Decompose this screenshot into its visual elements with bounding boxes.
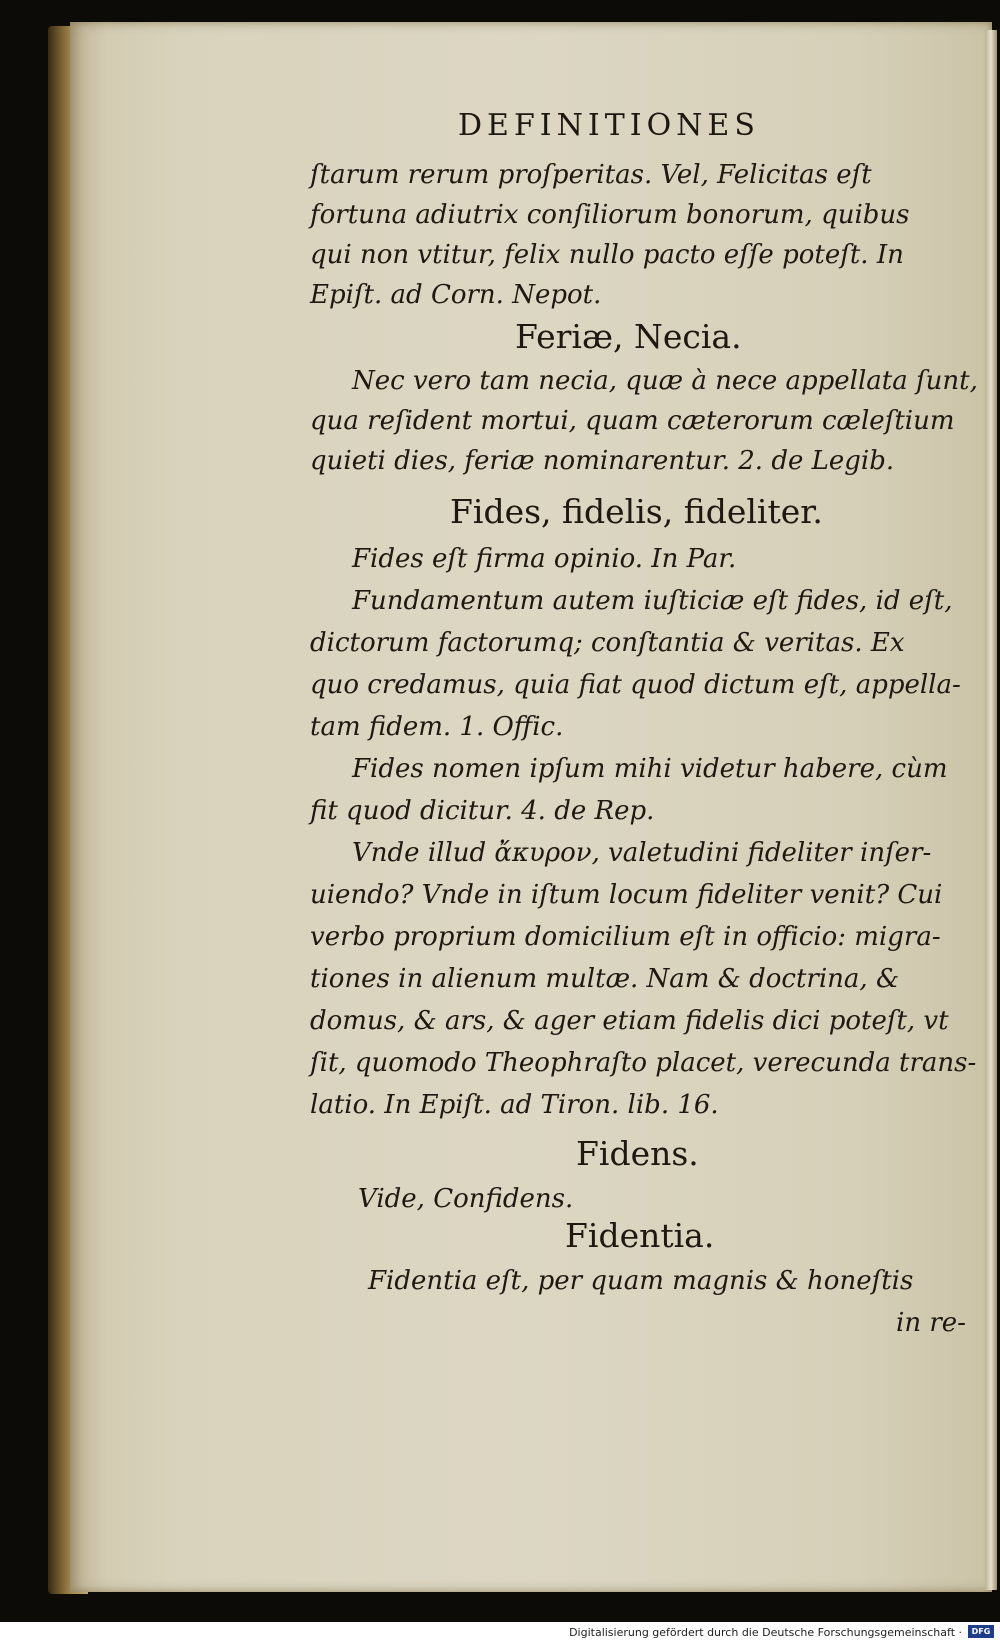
- text-line: Epiſt. ad Corn. Nepot.: [310, 280, 602, 310]
- text-line: domus, & ars, & ager etiam fidelis dici poteſt, vt: [310, 1006, 949, 1036]
- entry-heading-fides: Fides, fidelis, fideliter.: [450, 492, 823, 531]
- text-line: uiendo? Vnde in iſtum locum fideliter venit? Cui: [310, 880, 943, 910]
- text-line: Nec vero tam necia, quæ à nece appellata ſunt,: [352, 366, 978, 396]
- entry-heading-fidens: Fidens.: [576, 1134, 699, 1173]
- text-line: qua reſident mortui, quam cæterorum cæleſtium: [310, 406, 955, 436]
- text-line: tam fidem. 1. Offic.: [310, 712, 564, 742]
- entry-heading-feriae: Feriæ, Necia.: [515, 317, 742, 356]
- text-line: ſit, quomodo Theophraſto placet, verecunda trans-: [310, 1048, 977, 1078]
- text-line: fit quod dicitur. 4. de Rep.: [310, 796, 655, 826]
- footer-credit: Digitalisierung gefördert durch die Deutsche Forschungsgemeinschaft ·: [569, 1626, 962, 1639]
- text-line: ſtarum rerum proſperitas. Vel, Felicitas eſt: [310, 160, 872, 190]
- text-line: Fides eſt firma opinio. In Par.: [352, 544, 737, 574]
- page-right-edge: [985, 30, 997, 1590]
- text-line: Vide, Confidens.: [358, 1184, 574, 1214]
- catchword: in re-: [896, 1308, 966, 1338]
- running-head: DEFINITIONES: [458, 108, 760, 143]
- text-line: fortuna adiutrix conſiliorum bonorum, quibus: [310, 200, 910, 230]
- text-line: quo credamus, quia fiat quod dictum eſt, appella-: [310, 670, 961, 700]
- text-line: Vnde illud ἄκυρον, valetudini fideliter inſer-: [352, 838, 932, 868]
- dfg-logo: DFG: [968, 1625, 994, 1638]
- text-line: tiones in alienum multæ. Nam & doctrina, &: [310, 964, 900, 994]
- text-line: Fundamentum autem iuſticiæ eſt fides, id eſt,: [352, 586, 953, 616]
- text-line: latio. In Epiſt. ad Tiron. lib. 16.: [310, 1090, 719, 1120]
- text-line: dictorum factorumq; conſtantia & veritas. Ex: [310, 628, 905, 658]
- text-line: quieti dies, feriæ nominarentur. 2. de Legib.: [310, 446, 895, 476]
- entry-heading-fidentia: Fidentia.: [565, 1216, 715, 1255]
- text-line: Fides nomen ipſum mihi videtur habere, cùm: [352, 754, 948, 784]
- text-line: Fidentia eſt, per quam magnis & honeſtis: [368, 1266, 914, 1296]
- text-line: verbo proprium domicilium eſt in officio: migra-: [310, 922, 941, 952]
- text-line: qui non vtitur, felix nullo pacto eſſe poteſt. In: [310, 240, 904, 270]
